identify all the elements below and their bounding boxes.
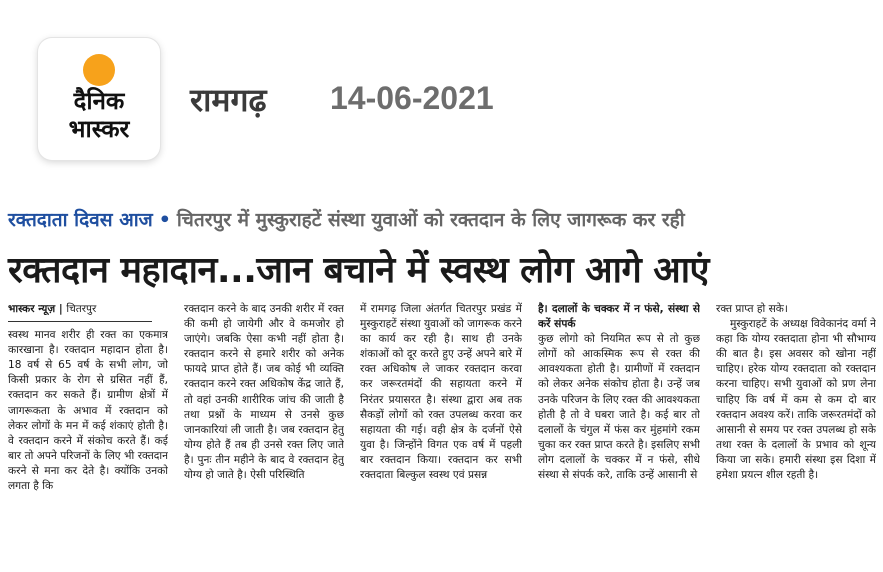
- article-column-3: [360, 302, 522, 568]
- edition-date: 14-06-2021: [330, 80, 494, 116]
- kicker-subheading: चितरपुर में मुस्कुराहटें संस्था युवाओं को रक्तदान के लिए जागरूक कर रही: [176, 209, 685, 231]
- column-2-text: रक्तदान करने के बाद उनकी शरीर में रक्त की कमी हो जायेगी और वे कमजोर हो जाएंगे। जबकि ऐसा कभी नहीं होता है। रक्तदान करने से हमारे शरीर को अनेक फायदे प्राप्त होते हैं। जब कोई भी व्यक्ति रक्तदान करने रक्त अधिकोष केंद्र जाते हैं, तो वहां उनकी शारीरिक जांच की जाती है तथा प्रश्नों के माध्यम से उनसे कुछ जानकारियां ली जाती है। जब रक्तदान हेतु योग्य होते हैं तब ही उनसे रक्त लिए जाते है। पुनः तीन महीने के बाद वे रक्तदान हेतु योग्य हो जाते है। ऐसी परिस्थिति: [184, 303, 344, 482]
- column-4-text: कुछ लोगो को नियमित रूप से तो कुछ लोगों को आकस्मिक रूप से रक्त की आवश्यकता होती है। ग्रामीणों में रक्तदान को लेकर अनेक संकोच होता है। उन्हें जब उनके परिजन के लिए रक्त की आवश्यकता होती है तो वे घबरा जाते है। कई बार तो दलालों के चंगुल में फंस कर मुंहमांगे रकम चुका कर रक्त प्राप्त करते है। इसलिए सभी लोग दलालों के चक्कर में न फंसे, सीधे संस्था से संपर्क करे, ताकि उन्हें आसानी से: [538, 333, 700, 482]
- column-5-text: मुस्कुराहटें के अध्यक्ष विवेकानंद वर्मा ने कहा कि योग्य रक्तदाता होना भी सौभाग्य की बात है। इस अवसर को खोना नहीं चाहिए। हरेक योग्य रक्तदाता को रक्तदान करना चाहिए। सभी युवाओं को प्रण लेना चाहिए कि वर्ष में कम से कम दो बार रक्तदान अवश्य करें। ताकि जरूरतमंदों को आसानी से समय पर रक्त उपलब्ध हो सके तथा रक्त के दलालों के प्रभाव को शून्य किया जा सके। हमारी संस्था इस दिशा में हमेशा प्रयत्न शील रहती है।: [716, 318, 876, 482]
- article-body: [8, 302, 878, 570]
- kicker-tag: रक्तदाता दिवस आज: [8, 209, 153, 231]
- kicker-bullet: •: [158, 209, 171, 231]
- byline: [8, 302, 168, 317]
- byline-rule: [8, 321, 152, 322]
- article-column-2: [184, 302, 344, 568]
- edition-city: रामगढ़: [190, 81, 267, 119]
- column-5-lead: रक्त प्राप्त हो सके।: [716, 303, 788, 315]
- byline-agency: भास्कर न्यूज़: [8, 303, 56, 315]
- sun-icon: [83, 54, 115, 86]
- article-column-4: [538, 302, 700, 568]
- logo-line-1: दैनिक: [73, 87, 125, 115]
- column-4-subhead: है। दलालों के चक्कर में न फंसे, संस्था से करें संपर्क: [538, 303, 700, 331]
- masthead: [0, 0, 883, 180]
- column-3-text: में रामगढ़ जिला अंतर्गत चितरपुर प्रखंड में मुस्कुराहटें संस्था युवाओं को जागरूक करने का कार्य कर रही है। साथ ही उनके शंकाओं को दूर करते हुए उन्हें अपने बारे में रक्त अधिकोष ले जाकर रक्तदान करवा कर जरूरतमंदों की सहायता करने में निरंतर प्रयासरत है। संस्था द्वारा अब तक सैकड़ों लोगों को रक्त उपलब्ध करवा कर सहायता की गई। वही क्षेत्र के दर्जनों ऐसे युवा है। जिन्होंने विगत एक वर्ष में पहली बार रक्तदान किया। रक्तदान कर सभी रक्तदाता बिल्कुल स्वस्थ एवं प्रसन्न: [360, 303, 522, 482]
- article-column-1: [8, 302, 168, 568]
- byline-separator: |: [55, 303, 67, 315]
- kicker-line: [8, 206, 878, 234]
- logo-line-2: भास्कर: [68, 115, 130, 143]
- article-column-5: [716, 302, 876, 568]
- dainik-bhaskar-logo: [38, 38, 160, 160]
- headline: रक्तदान महादान...जान बचाने में स्वस्थ लोग आगे आएं: [8, 250, 709, 291]
- column-1-text: स्वस्थ मानव शरीर ही रक्त का एकमात्र कारखाना है। रक्तदान महादान होता है। 18 वर्ष से 65 वर्ष के सभी लोग, जो किसी प्रकार के रोग से ग्रसित नहीं हैं, रक्तदान कर सकते हैं। ग्रामीण क्षेत्रों में जागरूकता के अभाव में रक्तदान को लेकर लोगों के मन में कई शंकाएं होती है। वे रक्तदान करने में संकोच करते हैं। कई बार तो अपने परिजनों के लिए भी रक्तदान करने से मना कर देते है। क्योंकि उनको लगता है कि: [8, 329, 168, 493]
- byline-place: चितरपुर: [66, 303, 97, 315]
